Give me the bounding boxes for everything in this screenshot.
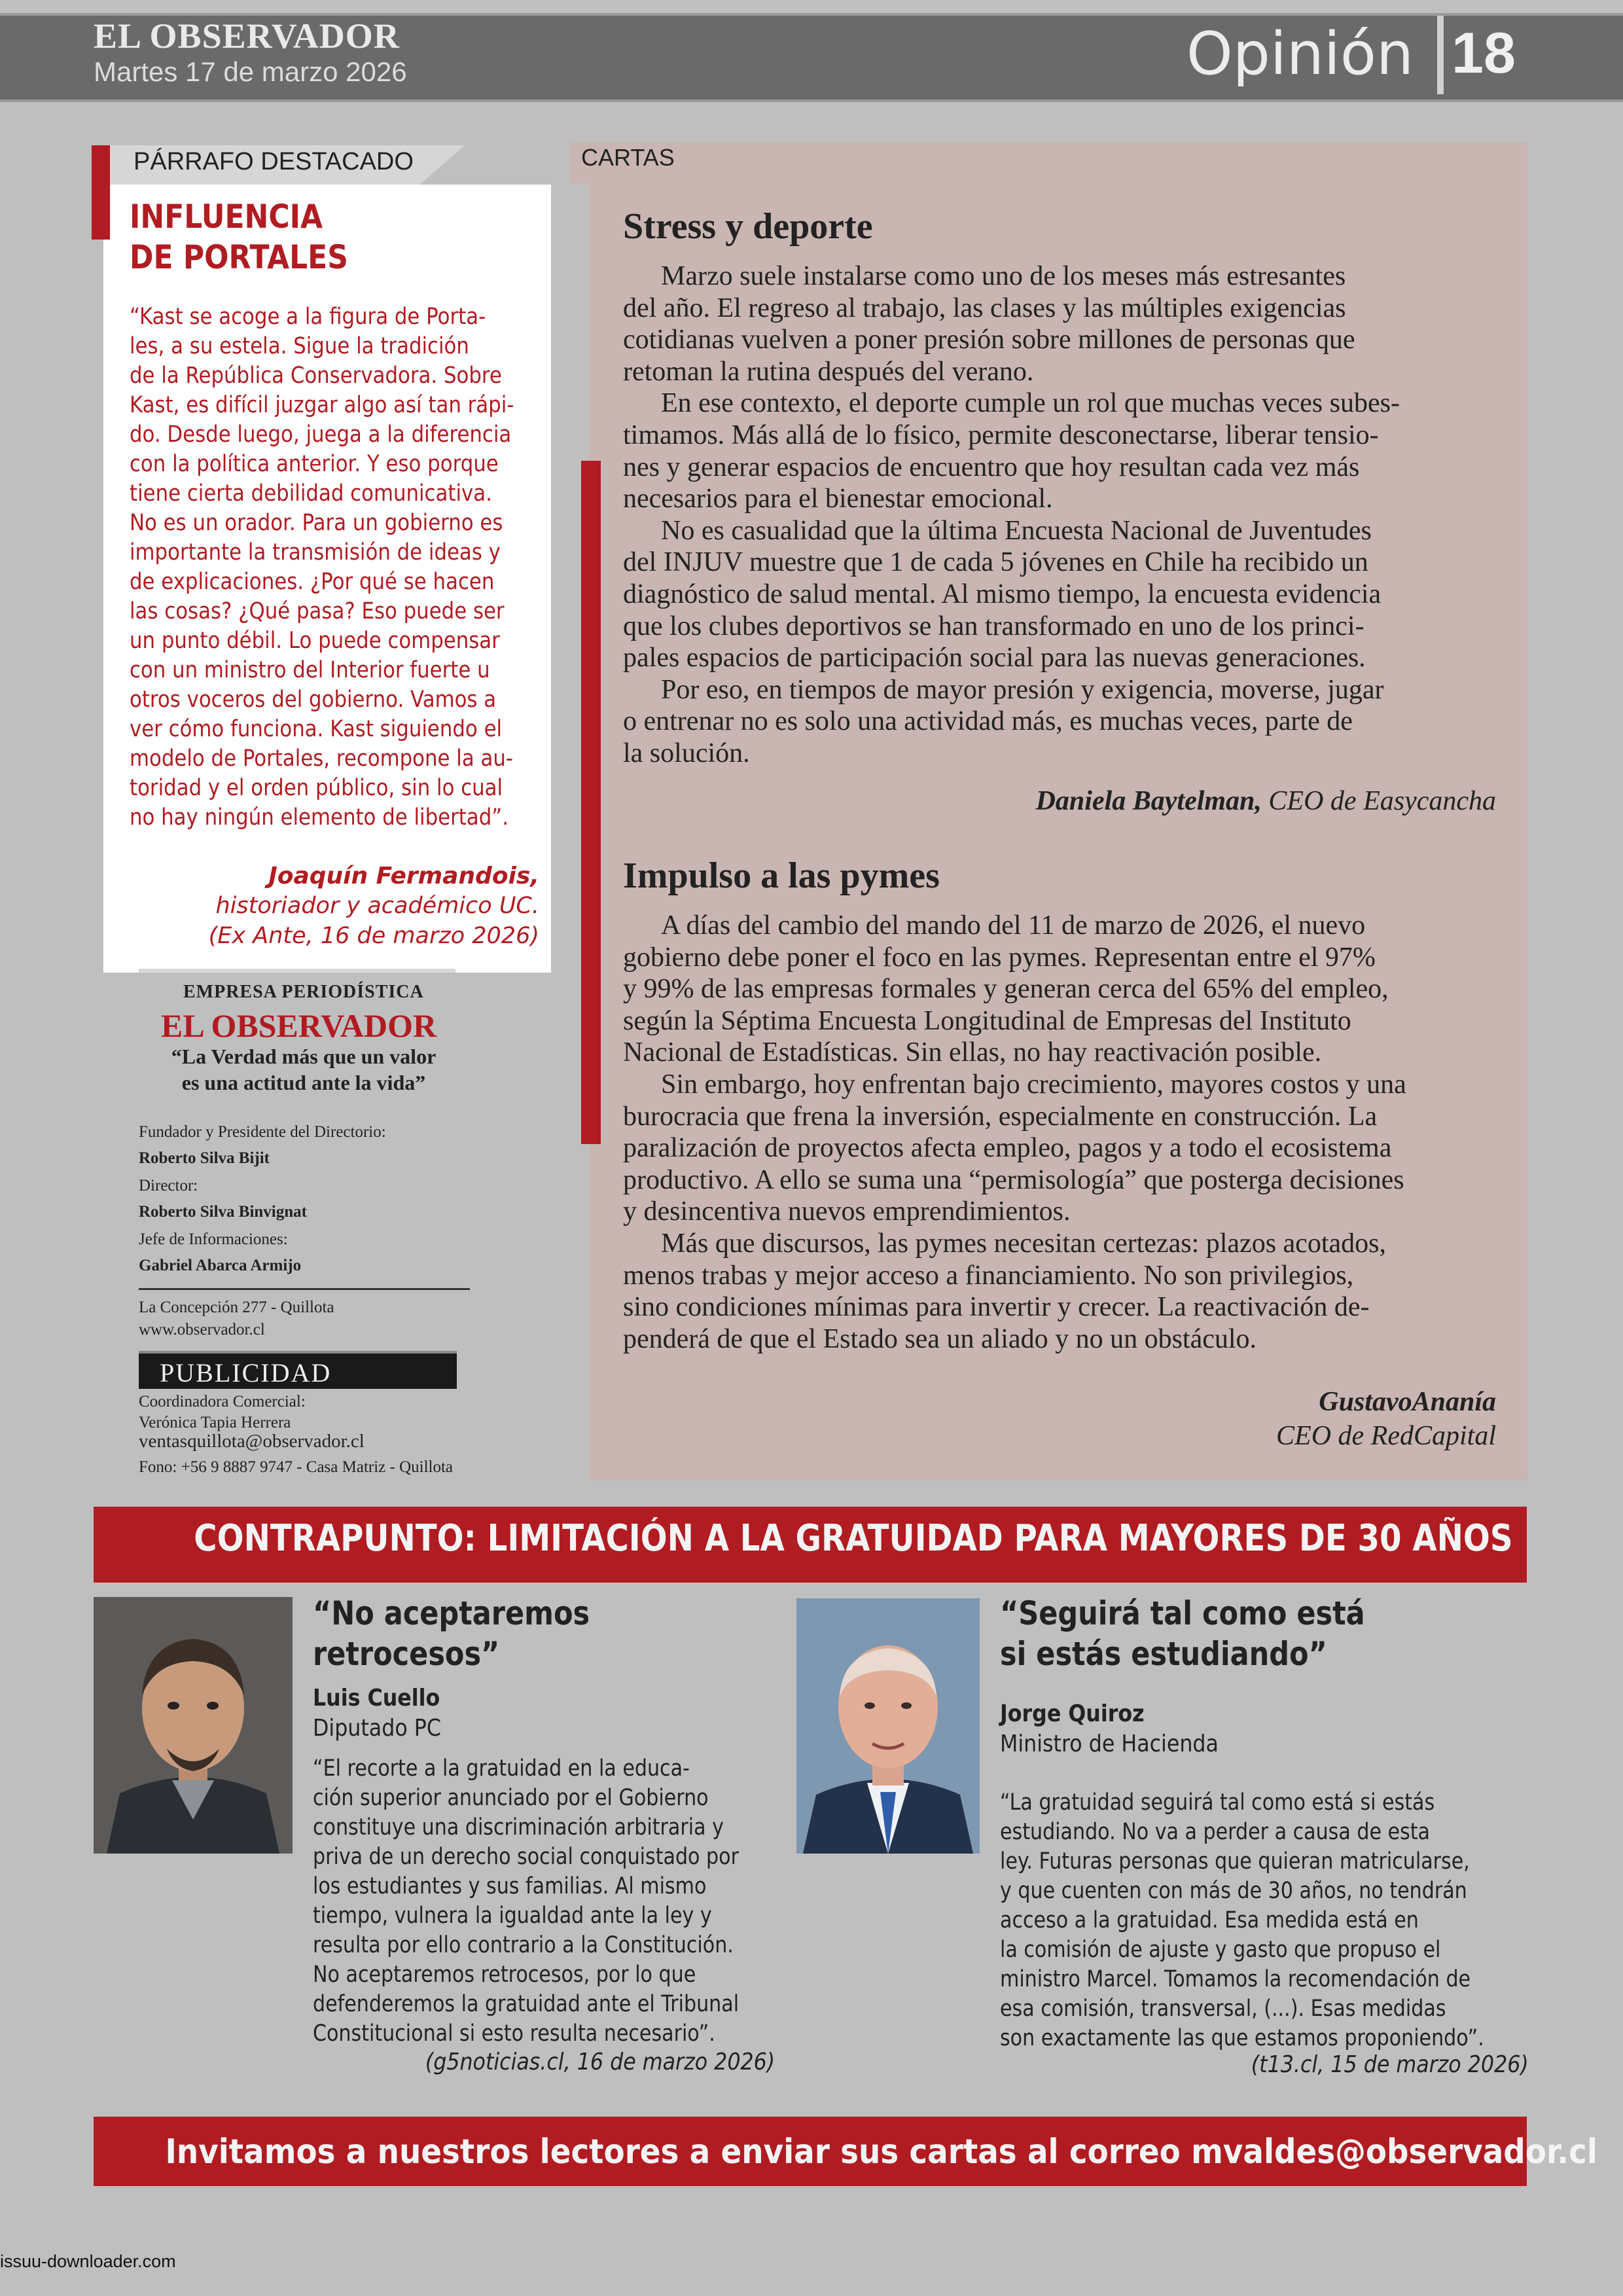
website-link[interactable]: www.observador.cl: [139, 1321, 265, 1338]
quote-line: Constitucional si esto resulta necesario”.: [313, 2020, 715, 2047]
letter-body: [623, 260, 1497, 770]
letter-line: Marzo suele instalarse como uno de los meses más estresantes: [661, 261, 1346, 291]
ads-coordinator-label: Coordinadora Comercial:: [139, 1393, 306, 1410]
letter-line: Por eso, en tiempos de mayor presión y exigencia, moverse, jugar: [661, 674, 1384, 705]
advertising-title: PUBLICIDAD: [160, 1358, 332, 1388]
letter-line: En ese contexto, el deporte cumple un rol que muchas veces subes-: [661, 388, 1400, 419]
letter-line: Nacional de Estadísticas. Sin ellas, no hay reactivación posible.: [623, 1037, 1322, 1068]
quote-line: resulta por ello contrario a la Constitución.: [313, 1932, 734, 1958]
letter-line: nes y generar espacios de encuentro que hoy resultan cada vez más: [623, 452, 1360, 482]
letter-line: y desincentiva nuevos emprendimientos.: [623, 1196, 1071, 1227]
masthead-logo: EL OBSERVADOR: [161, 1007, 437, 1044]
right-speaker-name: Jorge Quiroz: [1000, 1700, 1145, 1727]
right-quote: [1000, 1788, 1484, 2053]
left-source: (g5noticias.cl, 16 de marzo 2026): [425, 2049, 775, 2075]
photo-jorge-quiroz: [796, 1598, 980, 1854]
quote-line: son exactamente las que estamos proponiendo”.: [1000, 2025, 1484, 2051]
info-chief-name: Gabriel Abarca Armijo: [139, 1257, 302, 1274]
director-label: Director:: [139, 1177, 198, 1194]
highlight-title-line: DE PORTALES: [130, 238, 348, 276]
address: La Concepción 277 - Quillota: [139, 1299, 334, 1316]
letter-line: del INJUV muestre que 1 de cada 5 jóvenes en Chile ha recibido un: [623, 547, 1368, 578]
right-headline: [1000, 1593, 1365, 1674]
quote-line: “La gratuidad seguirá tal como está si estás: [1000, 1789, 1435, 1816]
quote-line: do. Desde luego, juega a la diferencia: [130, 422, 512, 448]
letter-line: paralización de proyectos afecta empleo, pagos y a todo el ecosistema: [623, 1133, 1392, 1164]
quote-line: un punto débil. Lo puede compensar: [130, 628, 500, 654]
letters-tab-label: CARTAS: [581, 144, 675, 171]
highlight-quote: [130, 302, 533, 833]
headline-line: si estás estudiando”: [1000, 1635, 1327, 1673]
left-speaker-name: Luis Cuello: [313, 1685, 440, 1712]
letter-line: retoman la rutina después del verano.: [623, 356, 1034, 387]
letter-line: del año. El regreso al trabajo, las clases y las múltiples exigencias: [623, 293, 1346, 323]
invite-text: Invitamos a nuestros lectores a enviar sus cartas al correo mvaldes@observador.cl: [165, 2132, 1597, 2172]
letter-signature: [1036, 785, 1496, 817]
letter-line: penderá de que el Estado sea un aliado y no un obstáculo.: [623, 1323, 1257, 1354]
quote-line: estudiando. No va a perder a causa de esta: [1000, 1819, 1430, 1845]
advertising-header: [139, 1351, 457, 1389]
quote-line: ministro Marcel. Tomamos la recomendación de: [1000, 1966, 1471, 1992]
ads-coordinator-name: Verónica Tapia Herrera: [139, 1414, 291, 1431]
quote-line: esa comisión, transversal, (...). Esas medidas: [1000, 1996, 1446, 2022]
letter-line: Más que discursos, las pymes necesitan certezas: plazos acotados,: [661, 1228, 1386, 1259]
letter-line: pales espacios de participación social para las nuevas generaciones.: [623, 643, 1366, 673]
right-speaker-role: Ministro de Hacienda: [1000, 1731, 1219, 1757]
letters-accent-bar: [581, 461, 601, 1144]
quote-line: con la política anterior. Y eso porque: [130, 451, 499, 477]
quote-line: y que cuenten con más de 30 años, no tendrán: [1000, 1878, 1467, 1904]
quote-line: con un ministro del Interior fuerte u: [130, 657, 490, 683]
quote-line: No es un orador. Para un gobierno es: [130, 510, 503, 536]
director-name: Roberto Silva Binvignat: [139, 1203, 307, 1221]
headline-line: retrocesos”: [313, 1635, 500, 1673]
highlight-accent-bar: [92, 145, 110, 240]
photo-luis-cuello: [94, 1597, 293, 1854]
masthead-top-bar: [139, 969, 455, 973]
founder-name: Roberto Silva Bijit: [139, 1149, 270, 1167]
masthead-company: EMPRESA PERIODÍSTICA: [183, 982, 424, 1002]
letter-body: [623, 910, 1497, 1355]
quote-line: tiene cierta debilidad comunicativa.: [130, 480, 492, 507]
quote-line: los estudiantes y sus familias. Al mismo: [313, 1873, 707, 1899]
quote-line: importante la transmisión de ideas y: [130, 539, 501, 565]
headline-line: “Seguirá tal como está: [1000, 1594, 1365, 1632]
letter-line: según la Séptima Encuesta Longitudinal de Empresas del Instituto: [623, 1005, 1351, 1036]
left-headline: [313, 1593, 590, 1674]
highlight-source: (Ex Ante, 16 de marzo 2026): [208, 923, 539, 949]
contrapunto-title: CONTRAPUNTO: LIMITACIÓN A LA GRATUIDAD PARA MAYORES DE 30 AÑOS: [194, 1517, 1513, 1560]
letter-line: Sin embargo, hoy enfrentan bajo crecimiento, mayores costos y una: [661, 1069, 1406, 1100]
letter-line: cotidianas vuelven a poner presión sobre millones de personas que: [623, 325, 1355, 355]
newspaper-name: EL OBSERVADOR: [94, 16, 400, 56]
motto-line: es una actitud ante la vida”: [181, 1071, 426, 1094]
letter-line: timamos. Más allá de lo físico, permite desconectarse, liberar tensio-: [623, 420, 1379, 450]
quote-line: la comisión de ajuste y gasto que propuso el: [1000, 1937, 1441, 1963]
ads-phone: Fono: +56 9 8887 9747 - Casa Matriz - Quillota: [139, 1458, 454, 1476]
right-source: (t13.cl, 15 de marzo 2026): [1251, 2051, 1529, 2078]
highlight-author-role: historiador y académico UC.: [215, 893, 539, 919]
highlight-author: Joaquín Fermandois,: [268, 863, 539, 889]
letter-author-role: CEO de Easycancha: [1268, 786, 1496, 816]
left-speaker-role: Diputado PC: [313, 1715, 442, 1742]
highlight-tab-label: PÁRRAFO DESTACADO: [134, 148, 414, 175]
letter-line: A días del cambio del mando del 11 de marzo de 2026, el nuevo: [661, 910, 1366, 941]
quote-line: “El recorte a la gratuidad en la educa-: [313, 1755, 690, 1782]
letter-line: burocracia que frena la inversión, especialmente en construcción. La: [623, 1101, 1378, 1132]
quote-line: de explicaciones. ¿Por qué se hacen: [130, 569, 495, 595]
quote-line: modelo de Portales, recompone la au-: [130, 745, 513, 772]
section-title: Opinión: [1186, 20, 1414, 88]
letter-line: o entrenar no es solo una actividad más, es muchas veces, parte de: [623, 706, 1353, 737]
quote-line: ley. Futuras personas que quieran matricularse,: [1000, 1848, 1470, 1874]
highlight-title-line: INFLUENCIA: [130, 198, 323, 236]
quote-line: toridad y el orden público, sin lo cual: [130, 775, 503, 801]
headline-line: “No aceptaremos: [313, 1594, 590, 1632]
letter-author: GustavoAnanía: [1319, 1387, 1496, 1417]
issue-date: Martes 17 de marzo 2026: [94, 56, 407, 87]
letter-line: productivo. A ello se suma una “permisología” que posterga decisiones: [623, 1164, 1404, 1195]
founder-label: Fundador y Presidente del Directorio:: [139, 1123, 386, 1141]
info-chief-label: Jefe de Informaciones:: [139, 1230, 288, 1248]
watermark: issuu-downloader.com: [0, 2251, 176, 2271]
letter-line: y 99% de las empresas formales y generan cerca del 65% del empleo,: [623, 974, 1389, 1005]
motto-line: “La Verdad más que un valor: [171, 1045, 437, 1068]
portrait-image: [796, 1598, 980, 1854]
quote-line: ción superior anunciado por el Gobierno: [313, 1785, 709, 1811]
ads-email-link[interactable]: ventasquillota@observador.cl: [139, 1431, 365, 1452]
quote-line: defenderemos la gratuidad ante el Tribunal: [313, 1991, 740, 2017]
letter-line: No es casualidad que la última Encuesta Nacional de Juventudes: [661, 515, 1372, 546]
quote-line: ver cómo funciona. Kast siguiendo el: [130, 716, 503, 742]
letter-line: que los clubes deportivos se han transformado en uno de los princi-: [623, 611, 1364, 641]
quote-line: Kast, es difícil juzgar algo así tan rápi-: [130, 392, 514, 418]
quote-line: constituye una discriminación arbitraria y: [313, 1814, 724, 1840]
letter-line: menos trabas y mejor acceso a financiamiento. No son privilegios,: [623, 1260, 1354, 1291]
quote-line: “Kast se acoge a la figura de Porta-: [130, 304, 486, 330]
highlight-title: [130, 196, 348, 278]
quote-line: priva de un derecho social conquistado por: [313, 1844, 739, 1870]
letter-line: gobierno debe poner el foco en las pymes. Representan entre el 97%: [623, 942, 1376, 973]
masthead-divider: [139, 1288, 470, 1290]
letter-title: Impulso a las pymes: [623, 855, 940, 896]
quote-line: de la República Conservadora. Sobre: [130, 363, 502, 389]
left-quote: [313, 1754, 774, 2049]
letter-line: diagnóstico de salud mental. Al mismo tiempo, la encuesta evidencia: [623, 579, 1382, 609]
quote-line: acceso a la gratuidad. Esa medida está en: [1000, 1907, 1419, 1933]
letter-line: necesarios para el bienestar emocional.: [623, 484, 1053, 514]
quote-line: tiempo, vulnera la igualdad ante la ley y: [313, 1903, 712, 1929]
quote-line: otros voceros del gobierno. Vamos a: [130, 687, 497, 713]
page-number-divider: [1437, 16, 1444, 94]
letter-title: Stress y deporte: [623, 206, 873, 247]
quote-line: No aceptaremos retrocesos, por lo que: [313, 1962, 696, 1988]
page-number: 18: [1452, 20, 1516, 85]
quote-line: no hay ningún elemento de libertad”.: [130, 804, 509, 831]
quote-line: les, a su estela. Sigue la tradición: [130, 333, 469, 359]
quote-line: las cosas? ¿Qué pasa? Eso puede ser: [130, 598, 505, 624]
letter-line: sino condiciones mínimas para invertir y crecer. La reactivación de-: [623, 1292, 1370, 1323]
letter-line: la solución.: [623, 738, 750, 768]
letter-author-role: CEO de RedCapital: [1276, 1421, 1496, 1451]
letter-author: Daniela Baytelman,: [1035, 786, 1262, 816]
masthead-motto: [160, 1043, 448, 1096]
portrait-image: [94, 1597, 293, 1854]
